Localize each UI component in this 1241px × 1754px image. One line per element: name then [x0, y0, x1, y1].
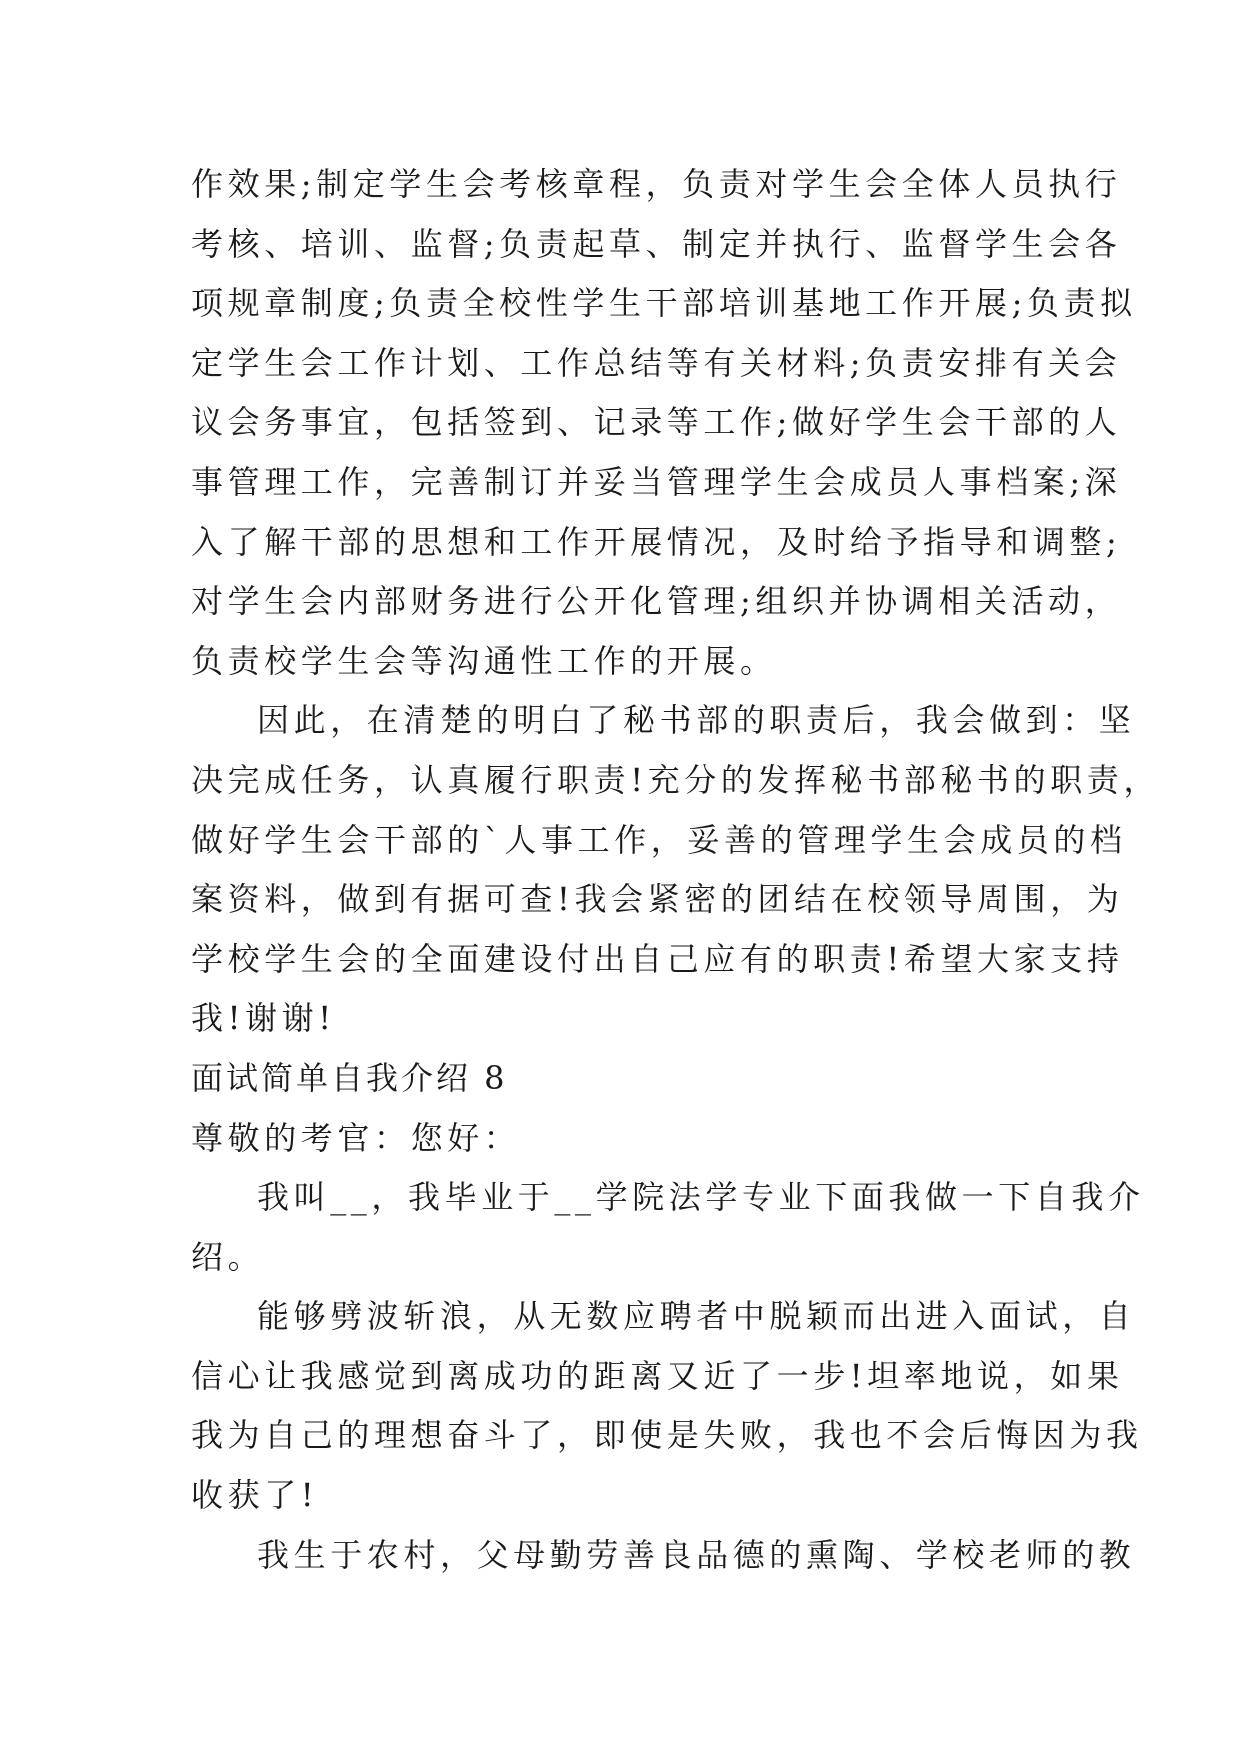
paragraph-line: 入了解干部的思想和工作开展情况，及时给予指导和调整;: [191, 522, 1122, 561]
paragraph-line: 我!谢谢!: [191, 999, 336, 1038]
paragraph-line: 作效果;制定学生会考核章程，负责对学生会全体人员执行: [191, 165, 1122, 203]
salutation: 尊敬的考官：您好：: [191, 1118, 521, 1157]
paragraph-line: 我叫__，我毕业于__学院法学专业下面我做一下自我介: [257, 1178, 1145, 1217]
paragraph-line: 能够劈波斩浪，从无数应聘者中脱颖而出进入面试，自: [257, 1297, 1136, 1336]
paragraph-line: 做好学生会干部的`人事工作，妥善的管理学生会成员的档: [191, 820, 1127, 859]
paragraph-line: 我为自己的理想奋斗了，即使是失败，我也不会后悔因为我: [191, 1416, 1143, 1455]
paragraph-line: 我生于农村，父母勤劳善良品德的熏陶、学校老师的教: [257, 1535, 1136, 1574]
paragraph-line: 项规章制度;负责全校性学生干部培训基地工作开展;负责拟: [191, 284, 1137, 323]
paragraph-line: 事管理工作，完善制订并妥当管理学生会成员人事档案;深: [191, 462, 1122, 501]
paragraph-line: 负责校学生会等沟通性工作的开展。: [191, 641, 777, 680]
document-body: [191, 155, 1161, 1585]
paragraph-line: 决完成任务，认真履行职责!充分的发挥秘书部秘书的职责，: [191, 760, 1161, 799]
paragraph-line: 绍。: [191, 1237, 265, 1276]
paragraph-line: 议会务事宜，包括签到、记录等工作;做好学生会干部的人: [191, 403, 1122, 442]
paragraph-line: 信心让我感觉到离成功的距离又近了一步!坦率地说，如果: [191, 1356, 1124, 1395]
paragraph-line: 学校学生会的全面建设付出自己应有的职责!希望大家支持: [191, 939, 1124, 978]
paragraph-line: 因此，在清楚的明白了秘书部的职责后，我会做到：坚: [257, 701, 1136, 740]
paragraph-line: 收获了!: [191, 1476, 319, 1515]
paragraph-line: 案资料，做到有据可查!我会紧密的团结在校领导周围，为: [191, 880, 1124, 919]
paragraph-line: 对学生会内部财务进行公开化管理;组织并协调相关活动，: [191, 582, 1122, 621]
paragraph-line: 定学生会工作计划、工作总结等有关材料;负责安排有关会: [191, 343, 1122, 382]
section-heading: 面试简单自我介绍 8: [191, 1058, 508, 1097]
paragraph-line: 考核、培训、监督;负责起草、制定并执行、监督学生会各: [191, 224, 1122, 263]
